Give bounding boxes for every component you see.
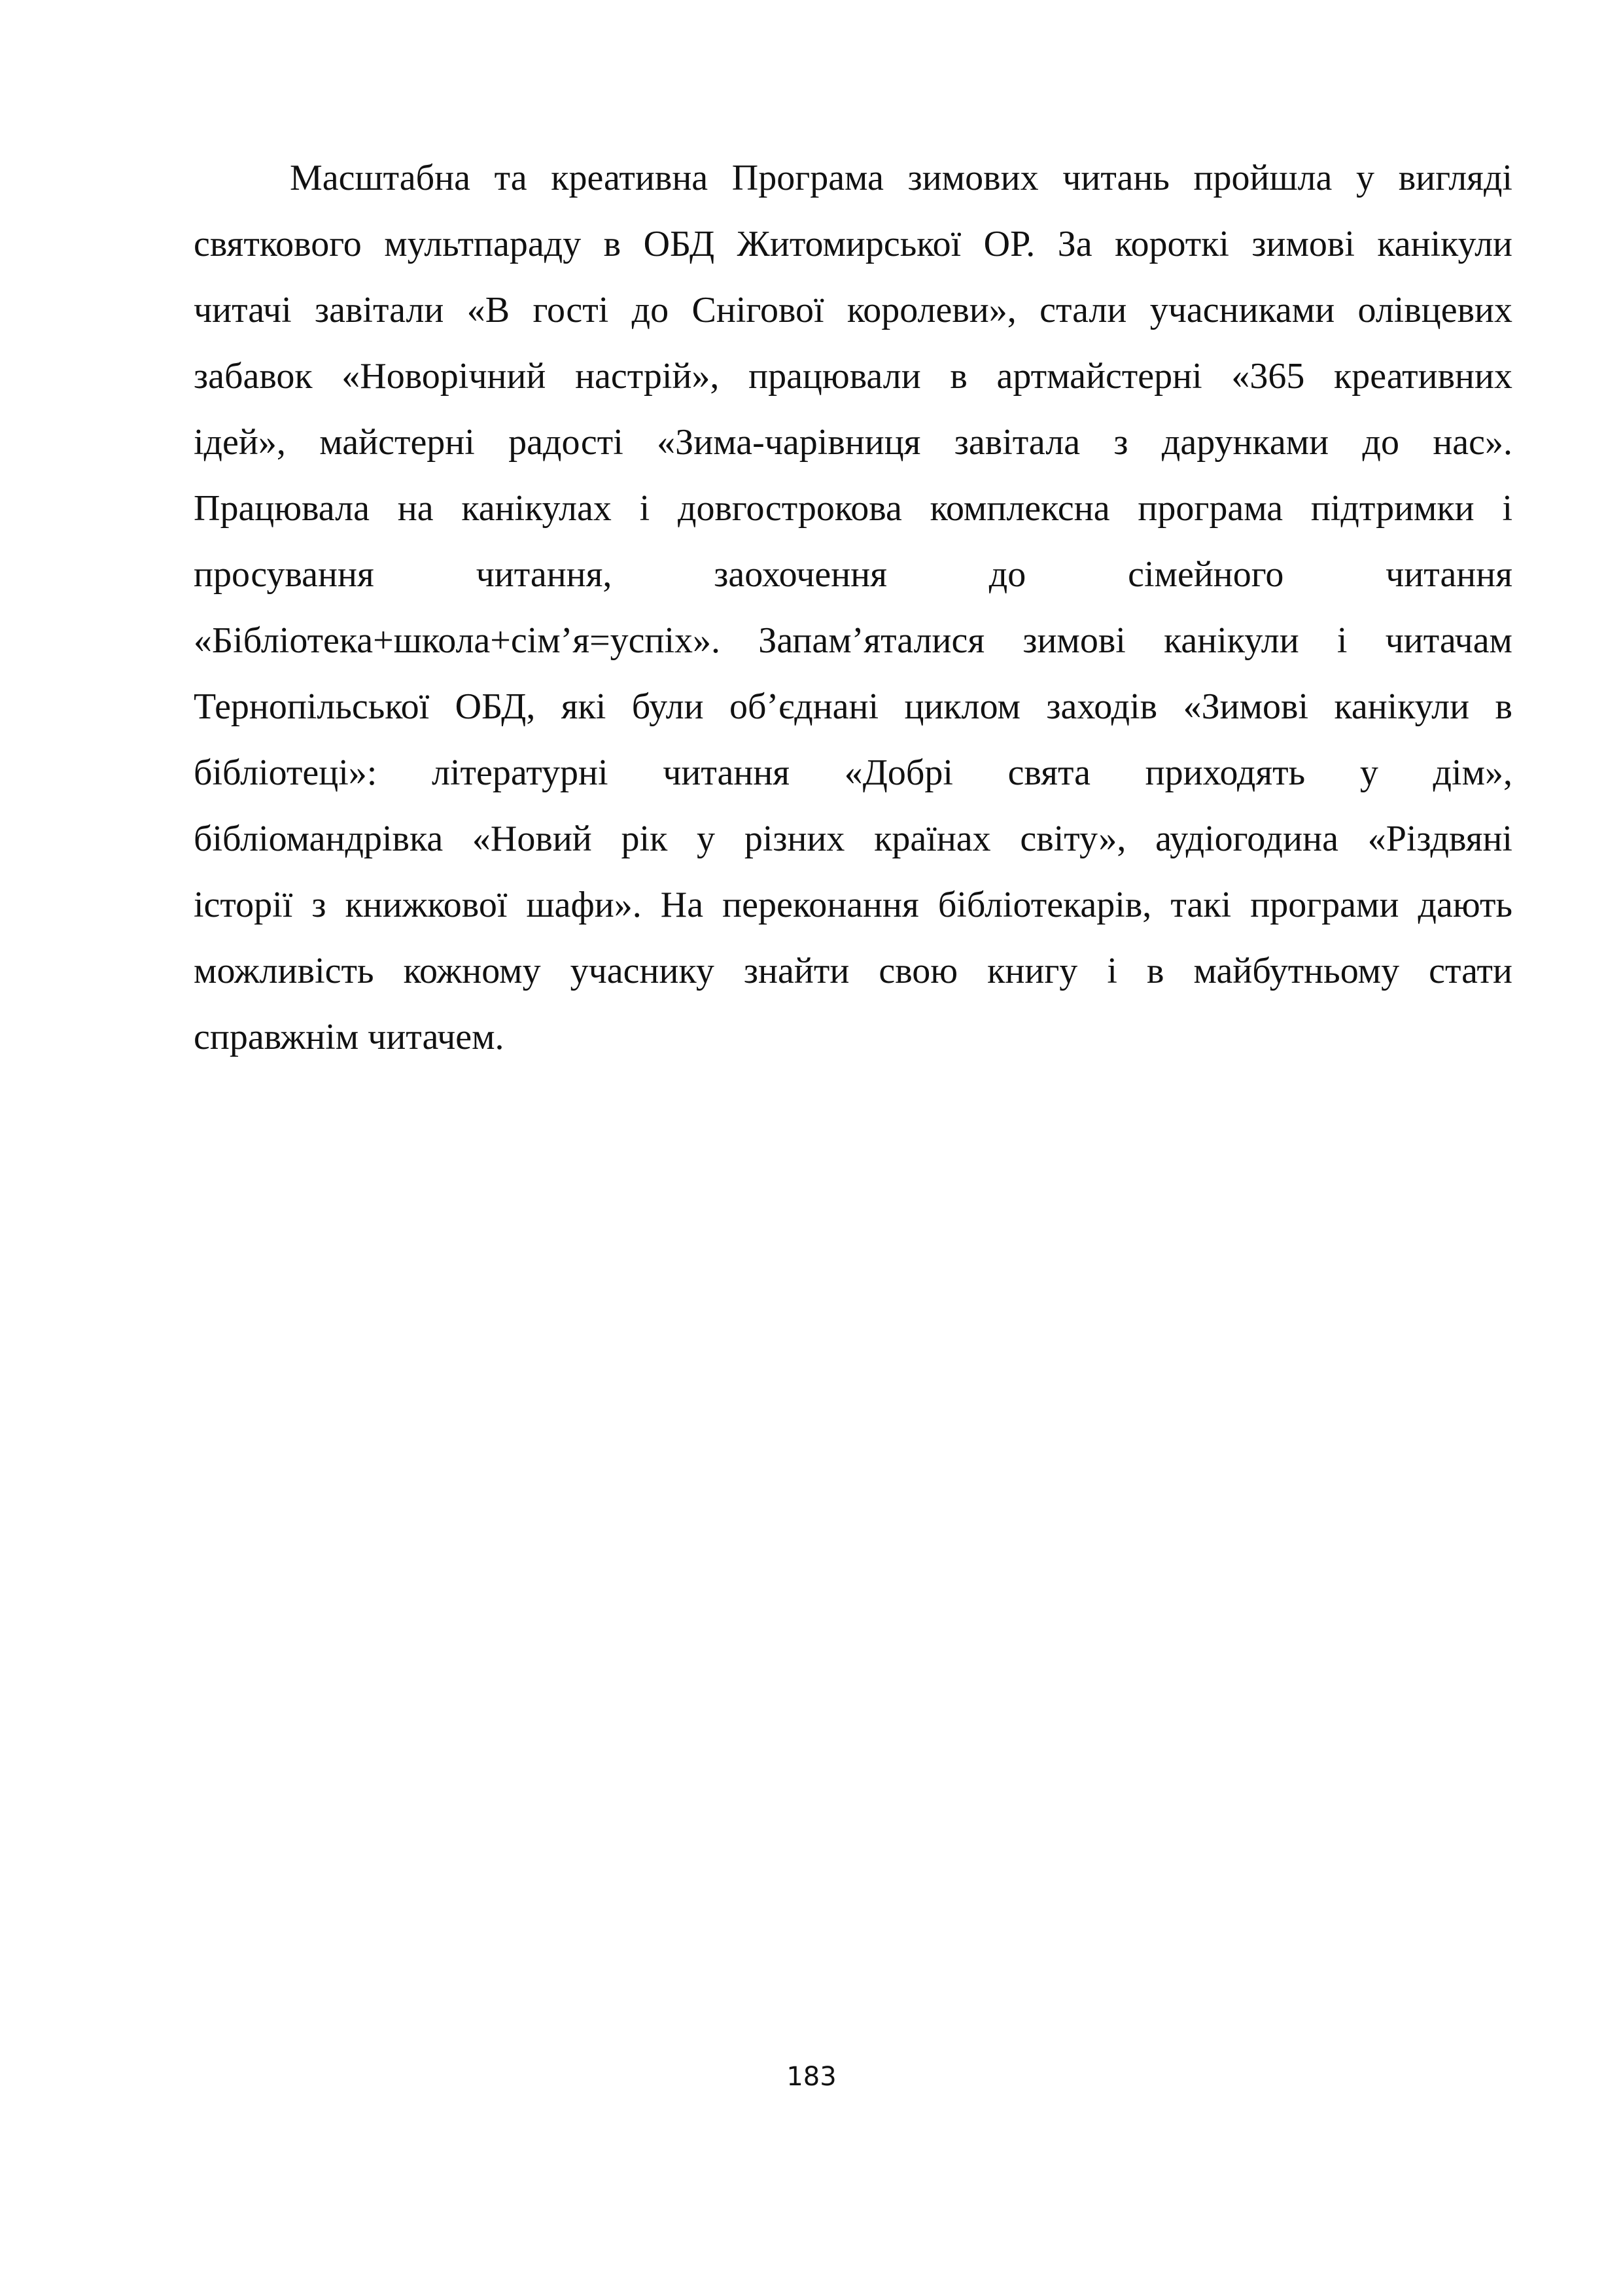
paragraph-line: Працювала на канікулах і довгострокова комплексна програма підтримки і — [194, 488, 1512, 529]
paragraph-line: просування читання, заохочення до сімейного читання — [194, 554, 1512, 595]
paragraph-line: бібліотеці»: літературні читання «Добрі свята приходять у дім», — [194, 752, 1512, 793]
paragraph-line: історії з книжкової шафи». На переконання бібліотекарів, такі програми дають — [194, 885, 1512, 925]
paragraph-line: можливість кожному учаснику знайти свою книгу і в майбутньому стати — [194, 951, 1512, 991]
page-number: 183 — [786, 2062, 837, 2092]
paragraph-line: Масштабна та креативна Програма зимових читань пройшла у вигляді — [290, 158, 1512, 198]
paragraph-line: ідей», майстерні радості «Зима-чарівниця завітала з дарунками до нас». — [194, 422, 1512, 463]
paragraph-line: Тернопільської ОБД, які були об’єднані циклом заходів «Зимові канікули в — [194, 686, 1512, 727]
paragraph-line: забавок «Новорічний настрій», працювали в артмайстерні «365 креативних — [194, 356, 1512, 397]
paragraph-line: святкового мультпараду в ОБД Житомирської ОР. За короткі зимові канікули — [194, 224, 1512, 264]
paragraph-line: бібліомандрівка «Новий рік у різних країнах світу», аудіогодина «Різдвяні — [194, 819, 1512, 859]
paragraph-line: справжнім читачем. — [194, 1017, 504, 1057]
body-paragraph — [194, 145, 1512, 1070]
paragraph-line: читачі завітали «В гості до Снігової королеви», стали учасниками олівцевих — [194, 290, 1512, 330]
paragraph-line: «Бібліотека+школа+сім’я=успіх». Запам’яталися зимові канікули і читачам — [194, 620, 1512, 661]
